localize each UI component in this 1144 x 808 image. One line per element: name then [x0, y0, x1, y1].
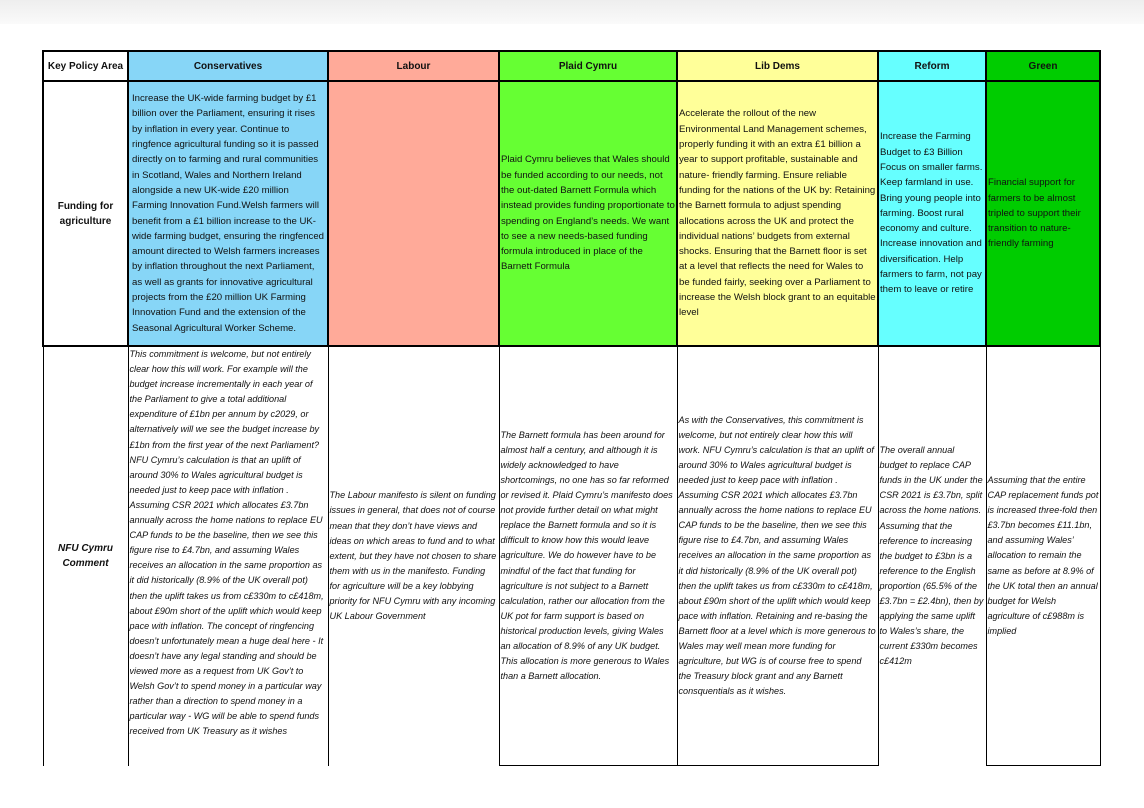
funding-reform-cell — [878, 81, 986, 346]
funding-plaid-text: Plaid Cymru believes that Wales should be funded according to our needs, not the out-dated Barnett Formula which instead provides funding proportionate to spending on England’s needs. We want to see a new needs-based funding formula introduced in place of the Barnett Formula — [501, 154, 675, 273]
funding-reform-text: Increase the Farming Budget to £3 Billion Focus on smaller farms. Keep farmland in use. Bring young people into farming. Boost rural economy and culture. Increase innovation and diversification. Help farmers to farm, not pay them to leave or retire — [880, 131, 983, 296]
header-lib-dems: Lib Dems — [677, 51, 878, 81]
top-band — [0, 0, 1144, 24]
nfu-conservatives-text: This commitment is welcome, but not entirely clear how this will work. For example will the budget increase incrementally in each year of the Parliament to give a total additional expenditure of £1bn per annum by c2029, or alternatively will we see the budget increase by £1bn from the first year of the next Parliament? NFU Cymru’s calculation is that an uplift of around 30% to Wales agricultural budget is needed just to keep pace with inflation . Assuming CSR 2021 which allocates £3.7bn annually across the home nations to replace EU CAP funds to be the baseline, then we see this figure rise to £4.7bn, and assuming Wales receives an allocation in the same proportion as it did historically (8.9% of the UK overall pot) then the uplift takes us from c£330m to c£418m, about £90m short of the uplift which would keep pace with inflation. The concept of ringfencing doesn’t unfortunately mean a huge deal here - It doesn’t have any legal standing and should be viewed more as a request from UK Gov’t to Welsh Gov’t to spend money in a particular way rather than a direction to spend money in a particular way - WG will be able to spend funds received from UK Treasury as it wishes — [129, 349, 324, 737]
header-labour: Labour — [328, 51, 499, 81]
funding-libdems-text: Accelerate the rollout of the new Environmental Land Management schemes, properly funding it with an extra £1 billion a year to support profitable, sustainable and nature- friendly farming. Ensure reliable funding for the nations of the UK by: Retaining the Barnett formula to adjust spending allocations across the UK and protect the individual nations’ budgets from external shocks. Ensuring that the Barnett floor is set at a level that reflects the need for Wales to be funded fairly, seeking over a Parliament to increase the Welsh block grant to an equitable level — [679, 108, 876, 319]
funding-area-label: Funding for agriculture — [43, 81, 128, 346]
header-plaid-cymru: Plaid Cymru — [499, 51, 677, 81]
header-reform: Reform — [878, 51, 986, 81]
header-key-policy-area: Key Policy Area — [43, 51, 128, 81]
funding-green-text: Financial support for farmers to be almost tripled to support their transition to nature-friendly farming — [988, 177, 1081, 250]
funding-labour-cell — [328, 81, 499, 346]
nfu-plaid-cell — [499, 346, 677, 766]
nfu-plaid-text: The Barnett formula has been around for almost half a century, and although it is widely acknowledged to have shortcomings, no one has so far reformed or revised it. Plaid Cymru’s manifesto does not provide further detail on what might replace the Barnett formula and so it is difficult to know how this would leave agriculture. We do however have to be mindful of the fact that funding for agriculture is not subject to a Barnett calculation, rather our allocation from the UK pot for farm support is based on historical production levels, giving Wales an allocation of 8.9% of any UK budget. This allocation is more generous to Wales than a Barnett allocation. — [500, 429, 673, 682]
funding-row — [43, 81, 1100, 346]
nfu-libdems-text: As with the Conservatives, this commitment is welcome, but not entirely clear how this will work. NFU Cymru’s calculation is that an uplift of around 30% to Wales agricultural budget is needed just to keep pace with inflation . Assuming CSR 2021 which allocates £3.7bn annually across the home nations to replace EU CAP funds to be the baseline, then we see this figure rise to £4.7bn, and assuming Wales receives an allocation in the same proportion as it did historically (8.9% of the UK overall pot) then the uplift takes us from c£330m to c£418m, about £90m short of the uplift which would keep pace with inflation. Retaining and re-basing the Barnett floor at a level which is more generous to Wales may well mean more funding for agriculture, but WG is of course free to spend the Treasury block grant and any Barnett consquentials as it wishes. — [678, 414, 876, 697]
header-green: Green — [986, 51, 1100, 81]
header-row — [43, 51, 1100, 81]
nfu-reform-cell — [878, 346, 986, 766]
nfu-labour-text: The Labour manifesto is silent on funding issues in general, that does not of course mean that they don’t have views and ideas on which areas to fund and to what extent, but they have not chosen to share them with us in the manifesto. Funding for agriculture will be a key lobbying priority for NFU Cymru with any incoming UK Labour Government — [329, 490, 497, 622]
funding-conservatives-cell — [128, 81, 328, 346]
funding-green-cell — [986, 81, 1100, 346]
nfu-labour-cell — [328, 346, 499, 766]
policy-comparison-table — [42, 50, 1101, 766]
funding-plaid-cell — [499, 81, 677, 346]
funding-libdems-cell — [677, 81, 878, 346]
nfu-conservatives-cell — [128, 346, 328, 766]
nfu-green-cell — [986, 346, 1100, 766]
nfu-green-text: Assuming that the entire CAP replacement funds pot is increased three-fold then £3.7bn becomes £11.1bn, and assuming Wales’ allocation to remain the same as before at 8.9% of the UK total then an annual budget for Welsh agriculture of c£988m is implied — [987, 474, 1099, 636]
nfu-libdems-cell — [677, 346, 878, 766]
nfu-area-label: NFU Cymru Comment — [43, 346, 128, 766]
nfu-reform-text: The overall annual budget to replace CAP funds in the UK under the CSR 2021 is £3.7bn, split across the home nations. Assuming that the reference to increasing the budget to £3bn is a reference to the English proportion (65.5% of the £3.7bn = £2.4bn), then by applying the same uplift to Wales’s share, the current £330m becomes c£412m — [879, 445, 984, 667]
funding-conservatives-text: Increase the UK-wide farming budget by £1 billion over the Parliament, ensuring it rises by inflation in every year. Continue to ringfence agricultural funding so it is passed directly on to farming and rural communities in Scotland, Wales and Northern Ireland alongside a new UK-wide £20 million Farming Innovation Fund.Welsh farmers will benefit from a £1 billion increase to the UK-wide farming budget, ensuring the ringfenced amount directed to Welsh farmers increases by inflation throughout the next Parliament, as well as grants for innovative agricultural projects from the £20 million UK Farming Innovation Fund and the extension of the Seasonal Agricultural Worker Scheme. — [132, 93, 324, 334]
nfu-comment-row — [43, 346, 1100, 766]
header-conservatives: Conservatives — [128, 51, 328, 81]
